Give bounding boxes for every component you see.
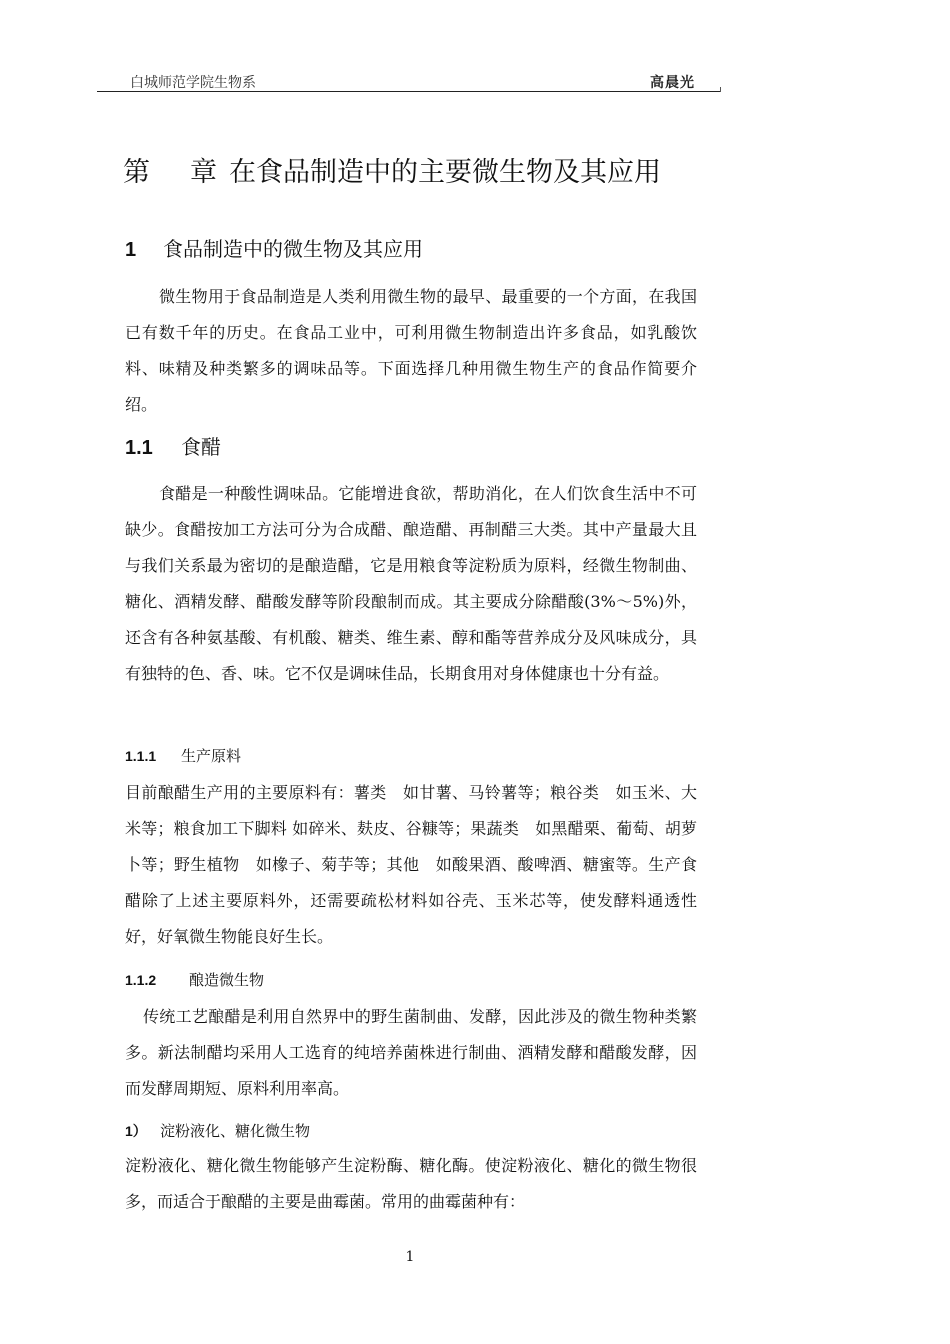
section-number: 1 [125,239,137,261]
header-rule-tick [720,87,721,92]
header-author: 高晨光 [650,75,695,91]
item-title: 淀粉液化、糖化微生物 [160,1122,311,1140]
chapter-title-text: 在食品制造中的主要微生物及其应用 [229,157,661,188]
chapter-title-part1: 第 [123,157,150,188]
item-1-heading [125,1120,310,1141]
section-number: 1.1.2 [125,972,157,988]
section-1-1-2-heading [125,969,264,990]
section-number: 1.1 [125,437,153,459]
section-title: 生产原料 [181,747,242,765]
section-1-1-paragraph: 食醋是一种酸性调味品。它能增进食欲，帮助消化，在人们饮食生活中不可缺少。食醋按加工方法可分为合成醋、酿造醋、再制醋三大类。其中产量最大且与我们关系最为密切的是酿造醋，它是用粮食等淀粉质为原料，经微生物制曲、糖化、酒精发酵、醋酸发酵等阶段酿制而成。其主要成分除醋酸(3%～5%)外，还含有各种氨基酸、有机酸、糖类、维生素、醇和酯等营养成分及风味成分，具有独特的色、香、味。它不仅是调味佳品，长期食用对身体健康也十分有益。 [125,484,697,683]
header-institution: 白城师范学院生物系 [130,75,256,91]
item-1-paragraph: 淀粉液化、糖化微生物能够产生淀粉酶、糖化酶。使淀粉液化、糖化的微生物很多，而适合于酿醋的主要是曲霉菌。常用的曲霉菌种有： [125,1156,697,1211]
section-title: 酿造微生物 [189,971,265,989]
section-1-1-1-heading [125,745,241,766]
section-number: 1.1.1 [125,748,157,764]
section-1-heading [125,233,423,262]
item-number: 1） [125,1123,147,1139]
page-number: 1 [405,1249,415,1265]
section-1-paragraph: 微生物用于食品制造是人类利用微生物的最早、最重要的一个方面，在我国已有数千年的历史。在食品工业中，可利用微生物制造出许多食品，如乳酸饮料、味精及种类繁多的调味品等。下面选择几种用微生物生产的食品作简要介绍。 [125,287,697,414]
header-rule [97,91,720,92]
chapter-title [123,150,661,189]
chapter-title-part2: 章 [190,157,217,188]
section-title: 食品制造中的微生物及其应用 [163,237,423,261]
section-1-1-1-paragraph: 目前酿醋生产用的主要原料有：薯类 如甘薯、马铃薯等；粮谷类 如玉米、大米等；粮食加工下脚料 如碎米、麸皮、谷糠等；果蔬类 如黑醋栗、葡萄、胡萝卜等；野生植物 如橡子、菊芋等；其他 如酸果酒、酸啤酒、糖蜜等。生产食醋除了上述主要原料外，还需要疏松材料如谷壳、玉米芯等，使发酵料通透性好，好氧微生物能良好生长。 [125,783,697,946]
section-title: 食醋 [181,435,221,459]
section-1-1-heading [125,431,221,460]
section-1-1-2-paragraph: 传统工艺酿醋是利用自然界中的野生菌制曲、发酵，因此涉及的微生物种类繁多。新法制醋均采用人工选育的纯培养菌株进行制曲、酒精发酵和醋酸发酵，因而发酵周期短、原料利用率高。 [125,1007,697,1098]
